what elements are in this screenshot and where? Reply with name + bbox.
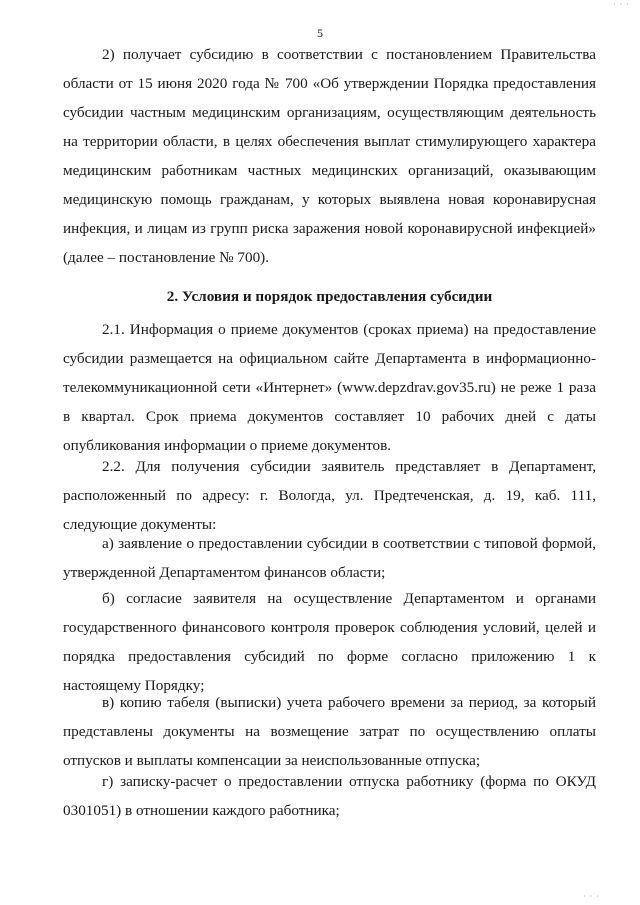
list-item-a: а) заявление о предоставлении субсидии в соответствии с типовой формой, утвержденной Департаментом финансов области; xyxy=(63,535,596,581)
paragraph-2-2: 2.2. Для получения субсидии заявитель представляет в Департамент, расположенный по адресу: г. Вологда, ул. Предтеченская, д. 19, каб. 111, следующие документы: xyxy=(63,458,596,533)
list-item-v: в) копию табеля (выписки) учета рабочего времени за период, за который представлены документы на возмещение затрат по осуществлению оплаты отпусков и выплаты компенсации за неиспользованные отпуска; xyxy=(63,694,596,769)
list-item-b: б) согласие заявителя на осуществление Департаментом и органами государственного финансового контроля проверок соблюдения условий, целей и порядка предоставления субсидий по форме согласно приложению 1 к настоящему Порядку; xyxy=(63,590,596,694)
section-heading: 2. Условия и порядок предоставления субсидии xyxy=(166,288,493,305)
scan-mark-top: · · · xyxy=(613,0,630,9)
list-item-g: г) записку-расчет о предоставлении отпуска работнику (форма по ОКУД 0301051) в отношении каждого работника; xyxy=(63,773,596,819)
scan-mark-bottom: · · · xyxy=(583,892,600,901)
paragraph-2-1: 2.1. Информация о приеме документов (сроках приема) на предоставление субсидии размещается на официальном сайте Департамента в информационно-телекоммуникационной сети «Интернет» (www.depzdrav.gov35.ru) не реже 1 раза в квартал. Срок приема документов составляет 10 рабочих дней с даты опубликования информации о приеме документов. xyxy=(63,321,596,454)
paragraph-item-2: 2) получает субсидию в соответствии с постановлением Правительства области от 15 июня 2020 года № 700 «Об утверждении Порядка предоставления субсидии частным медицинским организациям, осуществляющим деятельность на территории области, в целях обеспечения выплат стимулирующего характера медицинским работникам частных медицинских организаций, оказывающим медицинскую помощь гражданам, у которых выявлена новая коронавирусная инфекция, и лицам из групп риска заражения новой коронавирусной инфекцией» (далее – постановление № 700). xyxy=(63,46,596,266)
page-number: 5 xyxy=(317,26,323,40)
